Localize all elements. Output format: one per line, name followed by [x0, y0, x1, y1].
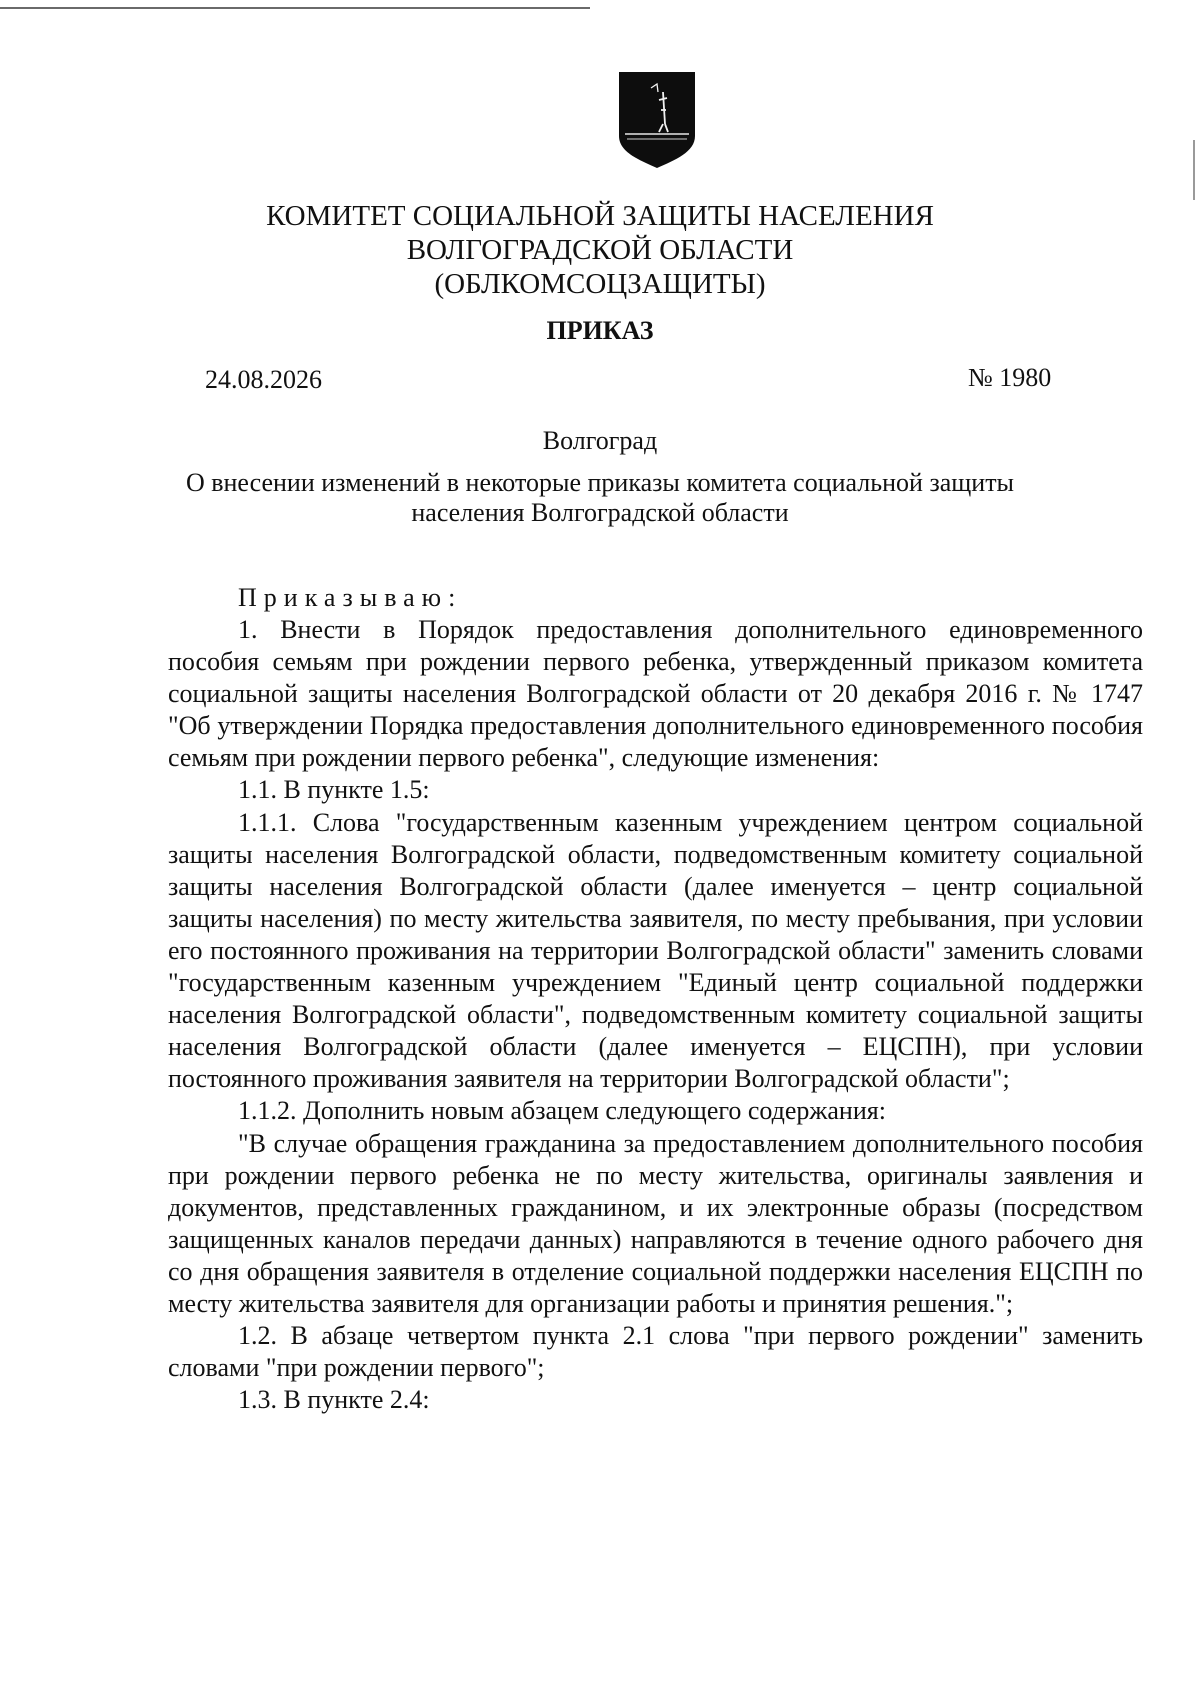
- order-number: № 1980: [968, 363, 1052, 392]
- organization-name-line-2: ВОЛГОГРАДСКОЙ ОБЛАСТИ: [406, 234, 794, 266]
- scan-edge-mark: [1193, 140, 1195, 200]
- order-date: 24.08.2026: [205, 365, 322, 394]
- order-subject-line-1: О внесении изменений в некоторые приказы комитета социальной защиты: [185, 468, 1015, 497]
- orders-word: Приказываю:: [238, 583, 463, 612]
- scan-edge-line: [0, 7, 590, 9]
- paragraph-1-1-2: 1.1.2. Дополнить новым абзацем следующего содержания:: [238, 1096, 886, 1126]
- order-body: [168, 614, 1143, 1416]
- organization-name-line-1: КОМИТЕТ СОЦИАЛЬНОЙ ЗАЩИТЫ НАСЕЛЕНИЯ: [266, 200, 934, 232]
- document-type-title: ПРИКАЗ: [546, 316, 654, 345]
- paragraph-1-1-1: 1.1.1. Слова "государственным казенным учреждением центром социальной защиты населения Волгоградской области, подведомственным комитету социальной защиты населения Волгоградской области (далее именуется – центр социальной защиты населения) по месту жительства заявителя, по месту пребывания, при условии его постоянного проживания на территории Волгоградской области" заменить словами "государственным казенным учреждением "Единый центр социальной поддержки населения Волгоградской области", подведомственным комитету социальной защиты населения Волгоградской области (далее именуется – ЕЦСПН), при условии постоянного проживания заявителя на территории Волгоградской области";: [168, 807, 1143, 1094]
- paragraph-1: 1. Внести в Порядок предоставления дополнительного единовременного пособия семьям при рождении первого ребенка, утвержденный приказом комитета социальной защиты населения Волгоградской области от 20 декабря 2016 г. № 1747 "Об утверждении Порядка предоставления дополнительного единовременного пособия семьям при рождении первого ребенка", следующие изменения:: [168, 615, 1143, 773]
- issue-city: Волгоград: [542, 426, 658, 455]
- order-subject-line-2: населения Волгоградской области: [411, 498, 789, 527]
- coat-of-arms-icon: [617, 70, 697, 170]
- order-subject: [120, 468, 1080, 528]
- paragraph-1-1: 1.1. В пункте 1.5:: [238, 775, 430, 805]
- paragraph-1-3: 1.3. В пункте 2.4:: [238, 1385, 430, 1415]
- paragraph-quoted-addition: "В случае обращения гражданина за предоставлением дополнительного пособия при рождении первого ребенка не по месту жительства, оригиналы заявления и документов, представленных гражданином, и их электронные образы (посредством защищенных каналов передачи данных) направляются в течение одного рабочего дня со дня обращения заявителя в отделение социальной поддержки населения ЕЦСПН по месту жительства заявителя для организации работы и принятия решения.";: [168, 1128, 1143, 1318]
- paragraph-1-2: 1.2. В абзаце четвертом пункта 2.1 слова "при первого рождении" заменить словами "при рождении первого";: [168, 1321, 1143, 1383]
- organization-abbreviation: (ОБЛКОМСОЦЗАЩИТЫ): [434, 268, 766, 300]
